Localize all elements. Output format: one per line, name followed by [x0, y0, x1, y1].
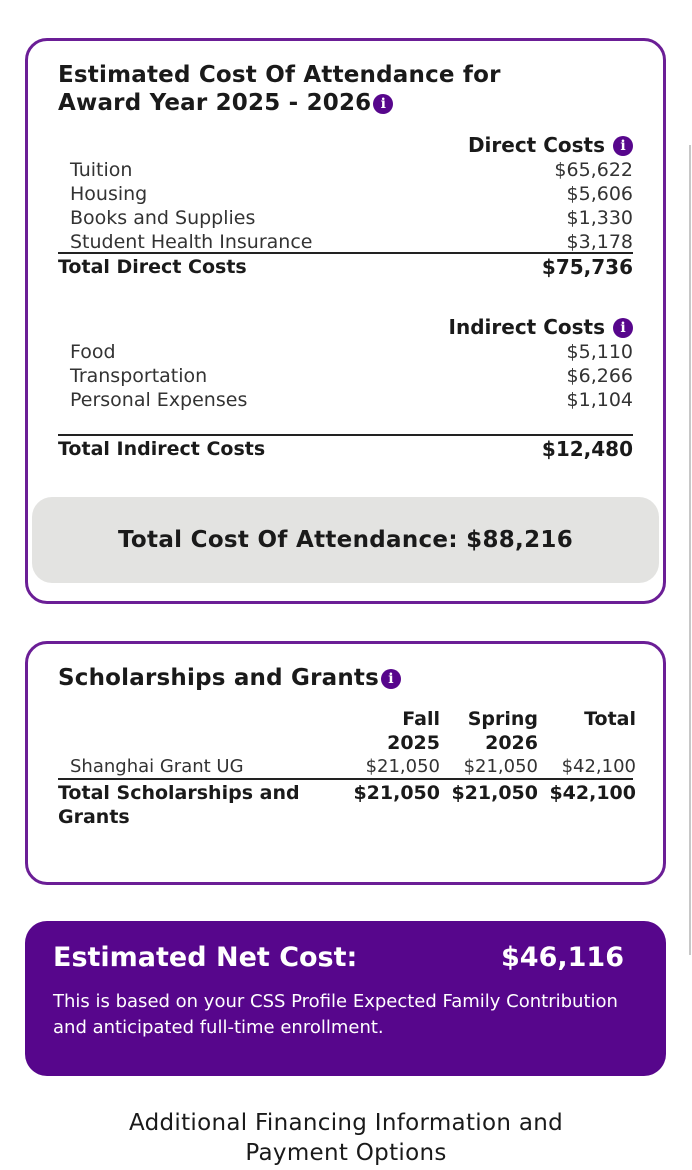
title-line-2: Award Year 2025 - 2026 [58, 90, 372, 116]
direct-costs-info-icon[interactable]: i [613, 136, 633, 156]
cost-row-label: Housing [70, 183, 148, 205]
grant-fall-amount: $21,050 [365, 756, 440, 777]
scholarships-info-icon[interactable]: i [381, 669, 401, 689]
indirect-costs-info-icon[interactable]: i [613, 318, 633, 338]
cost-row-label: Transportation [70, 365, 208, 387]
grant-total-amount: $42,100 [561, 756, 636, 777]
column-header-fall [373, 707, 440, 755]
award-year-info-icon[interactable]: i [373, 94, 393, 114]
indirect-costs-heading-label: Indirect Costs [448, 315, 605, 339]
cost-row-label: Personal Expenses [70, 389, 248, 411]
total-scholarships-spring: $21,050 [451, 782, 538, 804]
column-header-fall-line1: Fall [402, 708, 440, 730]
footer-line-1: Additional Financing Information and [128, 1110, 563, 1136]
scrollbar[interactable] [689, 145, 691, 955]
cost-row-personal-expenses [70, 388, 633, 412]
total-direct-costs-row [58, 255, 633, 279]
total-indirect-costs-row [58, 437, 633, 461]
cost-row-transportation [70, 364, 633, 388]
title-line-1: Estimated Cost Of Attendance for [58, 62, 501, 88]
cost-of-attendance-card [25, 38, 666, 604]
divider [58, 778, 633, 780]
cost-row-label: Food [70, 341, 116, 363]
cost-row-label: Student Health Insurance [70, 231, 313, 253]
cost-row-health-insurance [70, 230, 633, 254]
direct-costs-heading [468, 133, 633, 157]
total-scholarships-label-line1: Total Scholarships and [58, 782, 300, 804]
divider [58, 434, 633, 436]
total-scholarships-label [58, 781, 300, 829]
cost-of-attendance-title [58, 61, 501, 117]
cost-row-amount: $3,178 [566, 231, 633, 253]
net-cost-label: Estimated Net Cost: [53, 942, 358, 973]
cost-row-amount: $65,622 [554, 159, 633, 181]
total-direct-costs-label: Total Direct Costs [58, 256, 247, 278]
cost-row-amount: $1,330 [566, 207, 633, 229]
total-scholarships-label-line2: Grants [58, 806, 130, 828]
cost-row-label: Books and Supplies [70, 207, 256, 229]
divider [58, 252, 633, 254]
total-indirect-costs-amount: $12,480 [541, 437, 633, 461]
indirect-costs-heading [449, 315, 633, 339]
cost-row-food [70, 340, 633, 364]
column-header-total: Total [584, 708, 636, 730]
net-cost-value: $46,116 [501, 942, 624, 973]
scholarships-grants-card [25, 641, 666, 885]
column-header-spring [448, 707, 538, 755]
cost-row-amount: $5,110 [566, 341, 633, 363]
cost-row-housing [70, 182, 633, 206]
total-scholarships-fall: $21,050 [353, 782, 440, 804]
total-direct-costs-amount: $75,736 [541, 255, 633, 279]
total-scholarships-total: $42,100 [549, 782, 636, 804]
cost-row-amount: $6,266 [566, 365, 633, 387]
additional-financing-link[interactable] [0, 1108, 692, 1168]
total-indirect-costs-label: Total Indirect Costs [58, 438, 266, 460]
grant-spring-amount: $21,050 [463, 756, 538, 777]
cost-row-amount: $5,606 [566, 183, 633, 205]
footer-line-2: Payment Options [245, 1140, 447, 1166]
grant-name: Shanghai Grant UG [70, 756, 244, 777]
net-cost-description: This is based on your CSS Profile Expected Family Contribution and anticipated full-time enrollment. [53, 991, 618, 1038]
cost-row-label: Tuition [70, 159, 133, 181]
total-cost-of-attendance: Total Cost Of Attendance: $88,216 [32, 497, 659, 583]
column-header-spring-line1: Spring [467, 708, 538, 730]
cost-row-books [70, 206, 633, 230]
cost-row-tuition [70, 158, 633, 182]
column-header-spring-line2: 2026 [485, 732, 538, 754]
direct-costs-heading-label: Direct Costs [467, 133, 605, 157]
scholarships-grants-title [58, 664, 401, 692]
cost-row-amount: $1,104 [566, 389, 633, 411]
estimated-net-cost-panel [25, 921, 666, 1076]
scholarships-title-label: Scholarships and Grants [58, 665, 379, 691]
column-header-fall-line2: 2025 [387, 732, 440, 754]
